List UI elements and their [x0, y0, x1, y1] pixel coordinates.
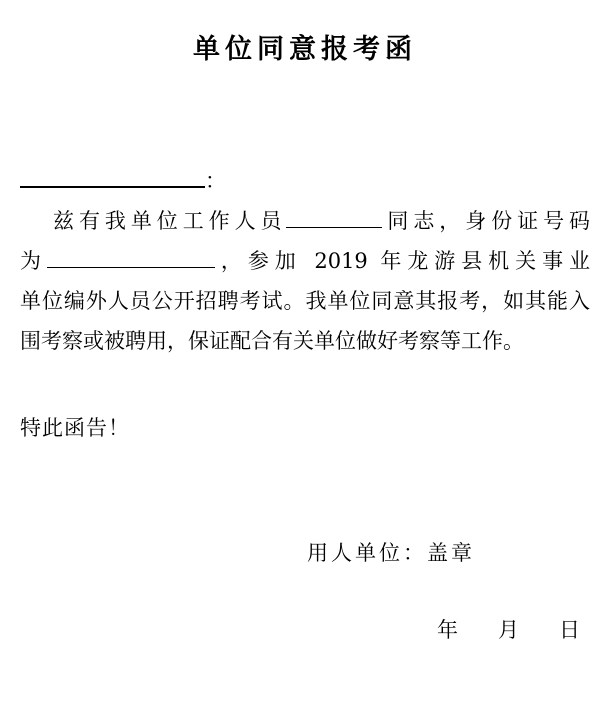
year-label: 年	[437, 618, 458, 642]
day-label: 日	[559, 618, 580, 642]
salutation-line	[20, 164, 226, 194]
addressee-blank[interactable]	[20, 164, 205, 188]
body-line-1-text-pre: 兹有我单位工作人员	[53, 209, 287, 233]
body-paragraph	[20, 201, 590, 361]
employee-name-blank[interactable]	[286, 205, 382, 228]
closing-line: 特此函告！	[20, 416, 130, 440]
salutation-colon: ：	[205, 169, 226, 193]
body-line-3-text: 单位编外人员公开招聘考试。我单位同意其报考，如其能入	[20, 289, 590, 313]
body-line-1	[20, 201, 590, 241]
body-line-3	[20, 281, 590, 321]
doc-title: 单位同意报考函	[193, 34, 417, 65]
body-line-2	[20, 241, 590, 281]
body-line-4-text: 围考察或被聘用，保证配合有关单位做好考察等工作。	[20, 329, 524, 353]
body-line-2-text-pre: 为	[20, 249, 47, 273]
id-number-blank[interactable]	[47, 245, 215, 268]
body-line-4	[20, 321, 590, 361]
signer-unit-line: 用人单位：盖章	[307, 541, 475, 565]
body-line-1-text-post: 同志，身份证号码	[382, 209, 591, 233]
date-line	[437, 617, 580, 643]
body-line-2-text-post: ，参加 2019 年龙游县机关事业	[214, 249, 591, 273]
month-label: 月	[498, 618, 519, 642]
